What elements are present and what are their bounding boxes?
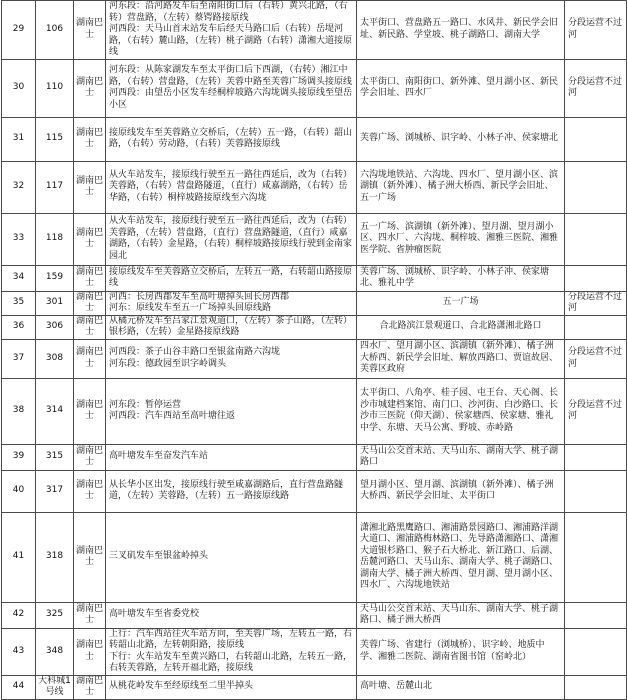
route-cell xyxy=(106,213,357,265)
line-cell: 301 xyxy=(36,291,74,315)
stations-cell: 芙蓉广场、省建行（浏城桥）、识字岭、地质中学、湘雅二医院、湖南省图书馆（窑岭北） xyxy=(357,628,565,675)
remark-cell: 分段运营不过河 xyxy=(565,1,627,60)
route-line: 河西段：天马山首末站发车后经天马路口后（右转）岳堤河路，（右转）麓山路，（左转）桃子湖路（右转）潇湘大道接原线 xyxy=(109,24,353,57)
company-cell: 湖南巴士 xyxy=(74,470,106,512)
seq-cell: 36 xyxy=(2,315,36,339)
remark-cell xyxy=(565,512,627,602)
route-cell xyxy=(106,117,357,161)
seq-cell: 39 xyxy=(2,444,36,470)
company-cell: 湖南巴士 xyxy=(74,265,106,291)
company-cell: 湖南巴士 xyxy=(74,339,106,378)
line-cell: 159 xyxy=(36,265,74,291)
stations-cell: 四水厂、望月湖小区、滨湖镇（新外滩）、橘子洲大桥西、新民学会旧址、解放西路口、贾谊故居、芙蓉区政府 xyxy=(357,339,565,378)
remark-cell xyxy=(565,628,627,675)
remark-cell xyxy=(565,444,627,470)
seq-cell: 41 xyxy=(2,512,36,602)
route-line: 下行：火车站发车至黄兴路口，右转韶山北路，左转五一路，右转芙蓉路，左转开福北路，接原线 xyxy=(109,651,353,673)
company-cell: 湖南巴士 xyxy=(74,161,106,213)
company-cell: 湖南巴士 xyxy=(74,378,106,444)
line-cell: 318 xyxy=(36,512,74,602)
line-cell: 315 xyxy=(36,444,74,470)
stations-cell: 五一广场 xyxy=(357,291,565,315)
remark-cell: 分段运营不过河 xyxy=(565,291,627,315)
stations-cell: 太平街口、南阳街口、新外滩、望月湖小区、新民学会旧址、四水厂 xyxy=(357,59,565,117)
table-row xyxy=(2,512,627,602)
stations-cell: 芙蓉广场、浏城桥、识字岭、小林子冲、侯家塘北 xyxy=(357,117,565,161)
route-line: 河东段：德政园至识字岭调头 xyxy=(109,358,227,369)
company-cell: 湖南巴士 xyxy=(74,512,106,602)
table-row xyxy=(2,602,627,628)
route-line: 从火车站发车，接原线行驶至五一路往西延后，改为（右转）芙蓉路，（右转）营盘路隧道，（直行）咸嘉湖路，（右转）岳华路，（右转）桐梓坡路接原线至六沟垅 xyxy=(109,169,353,203)
table-row xyxy=(2,339,627,378)
route-line: 河东段：沿河路发车后至南阳街口后（右转）黄兴北路，（右转）营盘路，（左转）蔡锷路接原线 xyxy=(109,1,348,23)
line-cell: 115 xyxy=(36,117,74,161)
company-cell: 湖南巴士 xyxy=(74,602,106,628)
remark-cell: 分段运营不过河 xyxy=(565,378,627,444)
table-row xyxy=(2,444,627,470)
route-cell xyxy=(106,1,357,60)
company-cell: 湖南巴士 xyxy=(74,675,106,699)
stations-cell: 天马山公交首末站、天马山东、湖南大学、桃子湖路口、橘子洲大桥西 xyxy=(357,602,565,628)
seq-cell: 38 xyxy=(2,378,36,444)
remark-cell xyxy=(565,470,627,512)
seq-cell: 40 xyxy=(2,470,36,512)
seq-cell: 30 xyxy=(2,59,36,117)
line-cell: 110 xyxy=(36,59,74,117)
route-cell xyxy=(106,378,357,444)
seq-cell: 42 xyxy=(2,602,36,628)
table-row xyxy=(2,628,627,675)
route-line: 上行：汽车西站往火车站方向，至芙蓉广场，左转五一路，右转韶山北路，左转朝阳路，接原线 xyxy=(109,628,353,650)
line-cell: 大科城1号线 xyxy=(36,675,74,699)
remark-cell: 分段运营不过河 xyxy=(565,339,627,378)
route-cell xyxy=(106,315,357,339)
bus-route-table xyxy=(1,0,627,700)
company-cell: 湖南巴士 xyxy=(74,628,106,675)
line-cell: 314 xyxy=(36,378,74,444)
stations-cell: 望月湖小区、望月湖、滨湖镇（新外滩）、橘子洲大桥西、新民学会旧址、太平街口 xyxy=(357,470,565,512)
route-line: 河西：长房西郡发车至高叶塘掉头回长房西郡 xyxy=(109,291,290,302)
line-cell: 306 xyxy=(36,315,74,339)
table-row xyxy=(2,1,627,60)
table-row xyxy=(2,291,627,315)
route-line: 高叶塘发车至奋发汽车站 xyxy=(109,451,209,462)
table-row xyxy=(2,213,627,265)
remark-cell xyxy=(565,315,627,339)
route-line: 接原线发车至芙蓉路立交桥后，（左转）五一路，（右转）韶山路，（右转）劳动路，（右转）芙蓉路接原线 xyxy=(109,127,353,149)
route-line: 河东：原线发车至五一广场掉头回原线路 xyxy=(109,303,272,313)
table-body xyxy=(2,1,627,700)
route-line: 河西段：由望岳小区发车经桐梓坡路六沟垅调头接原线至望岳小区 xyxy=(109,88,353,110)
company-cell: 湖南巴士 xyxy=(74,59,106,117)
company-cell: 湖南巴士 xyxy=(74,213,106,265)
route-cell xyxy=(106,512,357,602)
remark-cell xyxy=(565,213,627,265)
table-row xyxy=(2,378,627,444)
route-cell xyxy=(106,675,357,699)
stations-cell: 高叶塘、岳麓山北 xyxy=(357,675,565,699)
company-cell: 湖南巴士 xyxy=(74,117,106,161)
stations-cell: 五一广场、滨湖镇（新外滩）、望月湖、望月湖小区、四水厂、六沟垅、桐梓坡、湘雅三医院、湘雅医学院、省肿瘤医院 xyxy=(357,213,565,265)
table-row xyxy=(2,470,627,512)
table-row xyxy=(2,315,627,339)
route-cell xyxy=(106,444,357,470)
route-cell xyxy=(106,602,357,628)
line-cell: 106 xyxy=(36,1,74,60)
route-line: 接原线发车至芙蓉路立交桥后，左转五一路，右转韶山路接原线 xyxy=(109,266,353,288)
route-cell xyxy=(106,291,357,315)
route-cell xyxy=(106,470,357,512)
stations-cell: 天马山公交首末站、天马山东、湖南大学、桃子湖路口 xyxy=(357,444,565,470)
route-line: 从桃花岭发车至经原线至二里半掉头 xyxy=(109,681,254,692)
remark-cell xyxy=(565,265,627,291)
stations-cell: 六沟垅地铁站、六沟垅、四水厂、望月湖小区、滨湖镇（新外滩）、橘子洲大桥西、新民学会旧址、五一广场 xyxy=(357,161,565,213)
route-cell xyxy=(106,161,357,213)
seq-cell: 35 xyxy=(2,291,36,315)
remark-cell xyxy=(565,602,627,628)
line-cell: 308 xyxy=(36,339,74,378)
line-cell: 348 xyxy=(36,628,74,675)
stations-cell: 潇湘北路黑鹰路口、湘浦路景园路口、湘浦路洋湖大道口、湘浦路梅林路口、先导路潇湘路口、潇湘大道银杉路口、猴子石大桥北、新江路口、后湖、岳麓河路口、天马山东、湖南大学、桃子湖路口、湖南大学、橘子洲大桥西、望月湖、望月湖小区、四水厂、六沟垅地铁站 xyxy=(357,512,565,602)
route-cell xyxy=(106,339,357,378)
route-cell xyxy=(106,628,357,675)
line-cell: 325 xyxy=(36,602,74,628)
line-cell: 117 xyxy=(36,161,74,213)
remark-cell xyxy=(565,675,627,699)
company-cell: 湖南巴士 xyxy=(74,444,106,470)
table-row xyxy=(2,117,627,161)
route-line: 从火车站发车，接原线行驶至五一路往西延后，改为（右转）芙蓉路，（左转）营盘路，（直行）营盘路隧道，（直行）咸嘉湖路，（右转）金星路，（右转）桐梓坡路接原线行驶到金南家园北 xyxy=(109,216,353,261)
stations-cell: 合北路滨江景观道口、合北路潇湘北路口 xyxy=(357,315,565,339)
route-line: 河西段：茶子山谷丰路口至银盆南路六沟垅 xyxy=(109,347,281,357)
seq-cell: 33 xyxy=(2,213,36,265)
route-line: 高叶塘发车至省委党校 xyxy=(109,609,200,620)
seq-cell: 31 xyxy=(2,117,36,161)
route-line: 河东段：从陈家湖发车至太平街口后下西湖，（右转）湘江中路，（右转）营盘路，（左转）芙蓉中路至芙蓉广场调头接原线 xyxy=(109,65,353,87)
route-line: 从橘元桥发车至吕家江景观道口，（左转）茶子山路，（左转）银杉路，（左转）金星路接原线路 xyxy=(109,315,353,337)
line-cell: 317 xyxy=(36,470,74,512)
line-cell: 118 xyxy=(36,213,74,265)
route-line: 河东段：暂停运营 xyxy=(109,399,182,410)
seq-cell: 34 xyxy=(2,265,36,291)
seq-cell: 44 xyxy=(2,675,36,699)
seq-cell: 43 xyxy=(2,628,36,675)
seq-cell: 32 xyxy=(2,161,36,213)
stations-cell: 太平街口、营盘路五一路口、水风井、新民学会旧址、新民路、学堂坡、桃子湖路口、湖南大学 xyxy=(357,1,565,60)
table-row xyxy=(2,675,627,699)
seq-cell: 29 xyxy=(2,1,36,60)
route-line: 三叉矶发车至银盆岭掉头 xyxy=(109,551,209,562)
route-line: 从长华小区出发，接原线行驶至咸嘉湖路后，直行营盘路隧道，（左转）芙蓉路，（左转）五一路接原线路 xyxy=(109,479,344,501)
company-cell: 湖南巴士 xyxy=(74,1,106,60)
route-cell xyxy=(106,265,357,291)
remark-cell: 分段运营不过河 xyxy=(565,59,627,117)
stations-cell: 太平街口、八角亭、桂子园、屯王台、天心阁、长沙市城建档案馆、南门口、沙河街、白沙路口、长沙市三医院（仰天湖）、侯家塘西、侯家塘、雅礼中学、东塘、天马公寓、野坡、赤岭路 xyxy=(357,378,565,444)
remark-cell xyxy=(565,117,627,161)
route-line: 河西段：汽车西站至高叶塘往返 xyxy=(109,411,236,421)
remark-cell xyxy=(565,161,627,213)
company-cell: 湖南巴士 xyxy=(74,291,106,315)
company-cell: 湖南巴士 xyxy=(74,315,106,339)
table-row xyxy=(2,265,627,291)
route-cell xyxy=(106,59,357,117)
stations-cell: 芙蓉广场、浏城桥、识字岭、小林子冲、侯家塘北、雅礼中学 xyxy=(357,265,565,291)
table-row xyxy=(2,59,627,117)
seq-cell: 37 xyxy=(2,339,36,378)
table-row xyxy=(2,161,627,213)
